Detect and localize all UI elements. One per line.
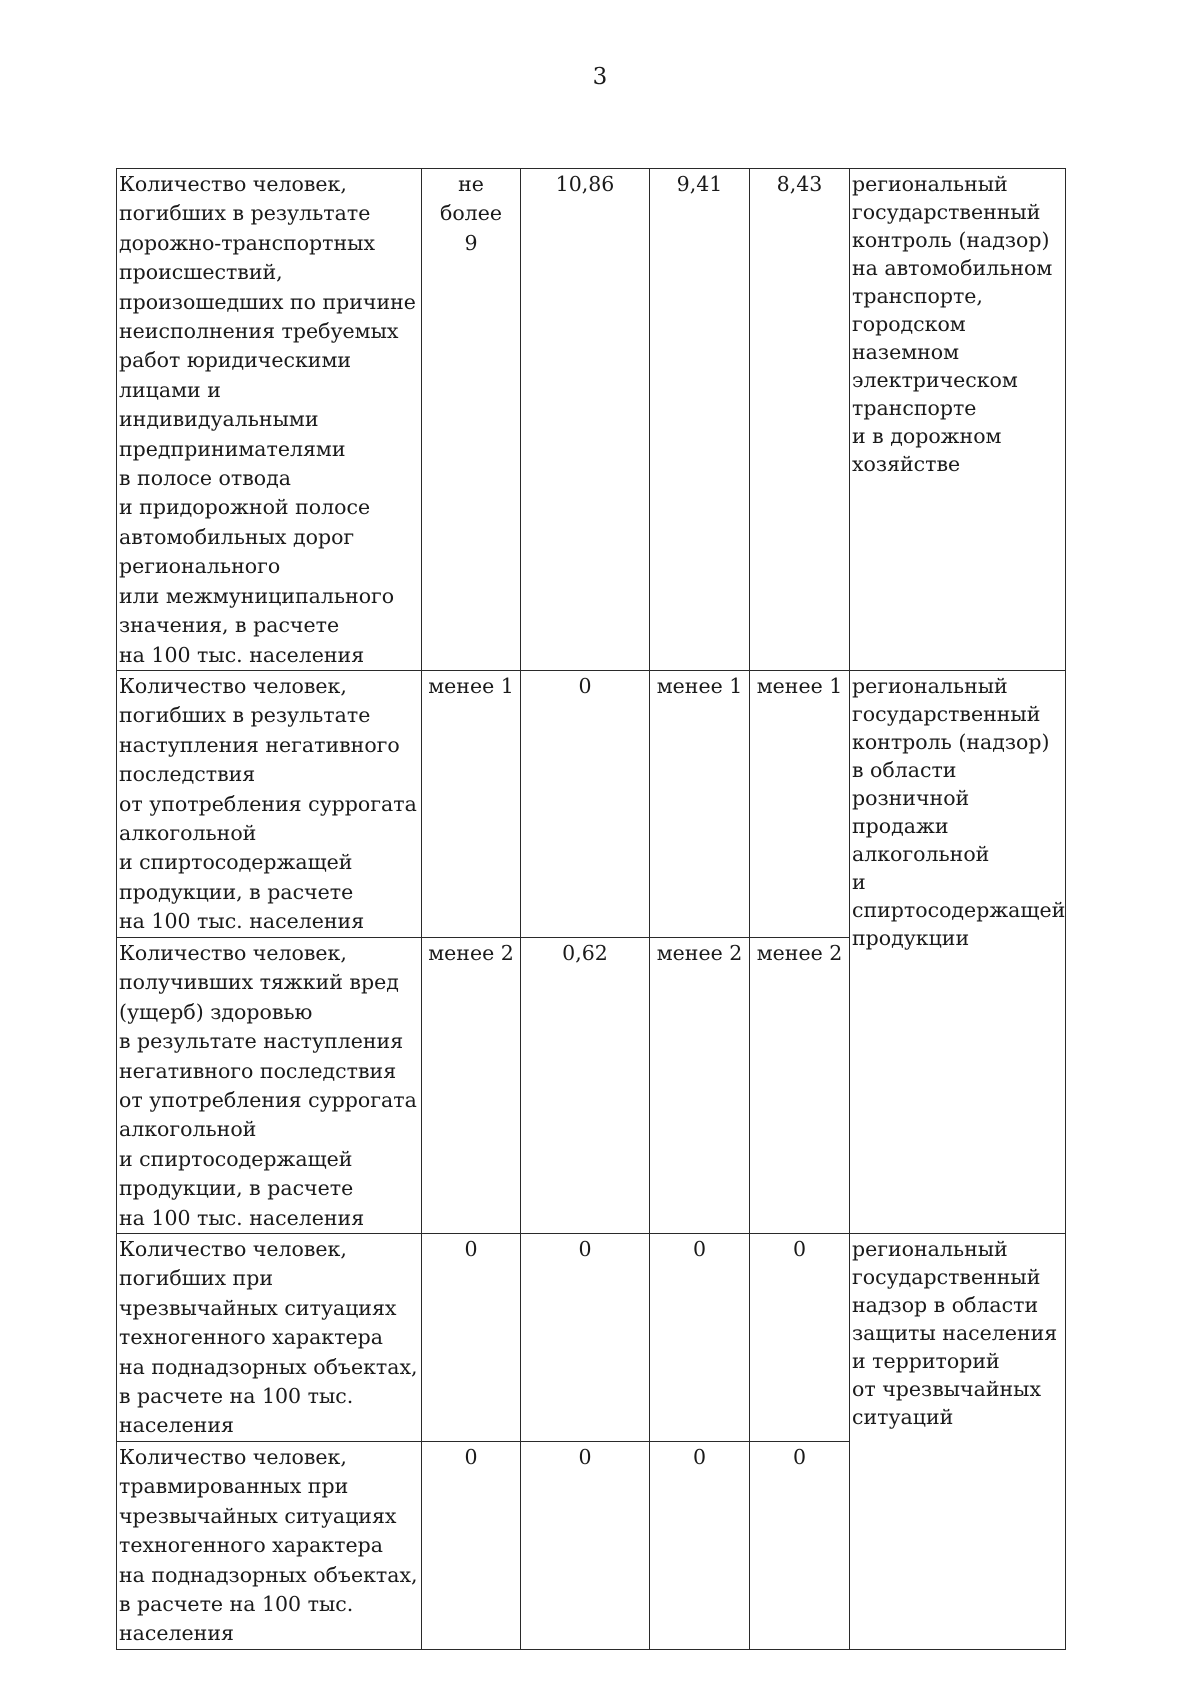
indicator-cell: Количество человек, травмированных при чрезвычайных ситуациях техногенного характера на поднадзорных объектах, в расчете на 100 тыс. населения — [117, 1441, 422, 1649]
target-value-cell: 0 — [422, 1233, 521, 1441]
indicator-cell: Количество человек, погибших в результате дорожно-транспортных происшествий, произошедших по причине неисполнения требуемых работ юридическими лицами и индивидуальными предпринимателями в полосе отвода и придорожной полосе автомобильных дорог регионального или межмуниципального значения, в расчете на 100 тыс. населения — [117, 169, 422, 671]
control-type-cell: региональный государственный контроль (надзор) в области розничной продажи алкогольной и спиртосодержащей продукции — [850, 670, 1066, 1233]
value-cell-2: 0 — [650, 1441, 750, 1649]
indicators-table — [116, 168, 1066, 1650]
value-cell-3: 0 — [750, 1233, 850, 1441]
indicator-cell: Количество человек, погибших в результате наступления негативного последствия от употребления суррогата алкогольной и спиртосодержащей продукции, в расчете на 100 тыс. населения — [117, 670, 422, 937]
value-cell-2: 9,41 — [650, 169, 750, 671]
value-cell-2: менее 1 — [650, 670, 750, 937]
value-cell-2: менее 2 — [650, 937, 750, 1233]
indicator-cell: Количество человек, погибших при чрезвычайных ситуациях техногенного характера на поднадзорных объектах, в расчете на 100 тыс. населения — [117, 1233, 422, 1441]
target-value-cell: 0 — [422, 1441, 521, 1649]
page-number: 3 — [592, 64, 608, 90]
target-value-cell: менее 2 — [422, 937, 521, 1233]
value-cell-3: 8,43 — [750, 169, 850, 671]
control-type-cell: региональный государственный надзор в области защиты населения и территорий от чрезвычайных ситуаций — [850, 1233, 1066, 1649]
value-cell-1: 0 — [521, 670, 650, 937]
value-cell-3: менее 2 — [750, 937, 850, 1233]
table-row — [117, 1233, 1066, 1441]
indicator-cell: Количество человек, получивших тяжкий вред (ущерб) здоровью в результате наступления негативного последствия от употребления суррогата алкогольной и спиртосодержащей продукции, в расчете на 100 тыс. населения — [117, 937, 422, 1233]
control-type-cell: региональный государственный контроль (надзор) на автомобильном транспорте, городском наземном электрическом транспорте и в дорожном хозяйстве — [850, 169, 1066, 671]
value-cell-3: менее 1 — [750, 670, 850, 937]
target-value-cell: не более 9 — [422, 169, 521, 671]
table-row — [117, 670, 1066, 937]
target-value-cell: менее 1 — [422, 670, 521, 937]
value-cell-3: 0 — [750, 1441, 850, 1649]
value-cell-1: 0 — [521, 1233, 650, 1441]
table-row — [117, 169, 1066, 671]
value-cell-2: 0 — [650, 1233, 750, 1441]
value-cell-1: 0,62 — [521, 937, 650, 1233]
value-cell-1: 0 — [521, 1441, 650, 1649]
value-cell-1: 10,86 — [521, 169, 650, 671]
